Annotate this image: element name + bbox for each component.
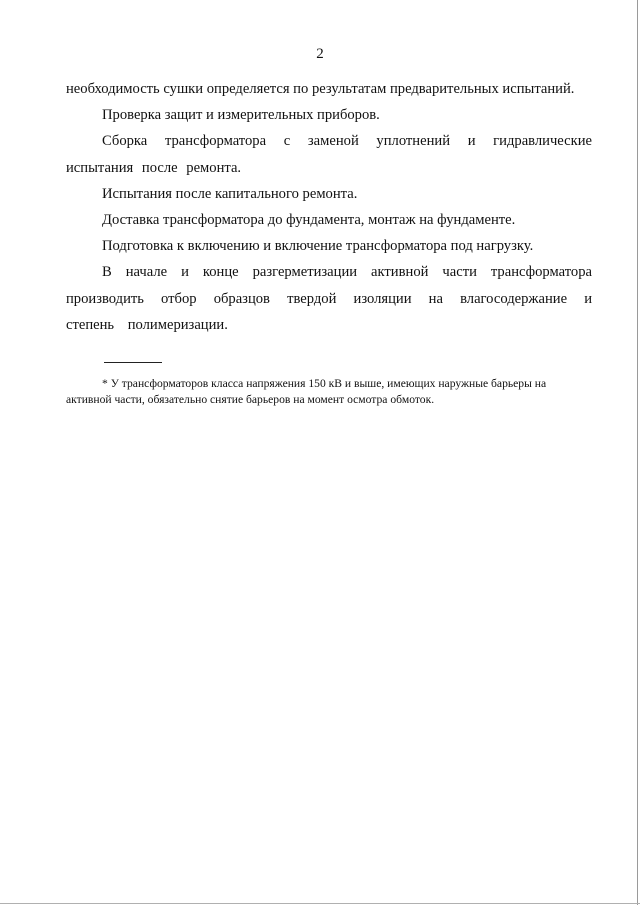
- paragraph-continuation: необходимость сушки определяется по результатам предварительных испытаний.: [66, 81, 575, 97]
- paragraph-delivery: Доставка трансформатора до фундамента, монтаж на фундаменте.: [102, 212, 516, 229]
- body-text: [66, 76, 592, 338]
- paragraph-energizing: Подготовка к включению и включение трансформатора под нагрузку.: [102, 238, 534, 255]
- page-number: 2: [316, 46, 324, 62]
- page-edge-bottom: [0, 903, 640, 904]
- footnote-separator: [104, 362, 162, 363]
- paragraph-insulation-sampling: В начале и конце разгерметизации активной части трансформатора производить отбор образцов твердой изоляции на влагосодержание и степень полимеризации.: [66, 264, 592, 333]
- page-edge-right: [637, 0, 638, 905]
- footnote: * У трансформаторов класса напряжения 150 кВ и выше, имеющих наружные барьеры на активной части, обязательно снятие барьеров на момент осмотра обмоток.: [66, 377, 547, 406]
- paragraph-tests: Испытания после капитального ремонта.: [102, 185, 358, 202]
- paragraph-protection-check: Проверка защит и измерительных приборов.: [102, 107, 380, 124]
- paragraph-assembly: Сборка трансформатора с заменой уплотнений и гидравлические испытания после ремонта.: [66, 133, 592, 176]
